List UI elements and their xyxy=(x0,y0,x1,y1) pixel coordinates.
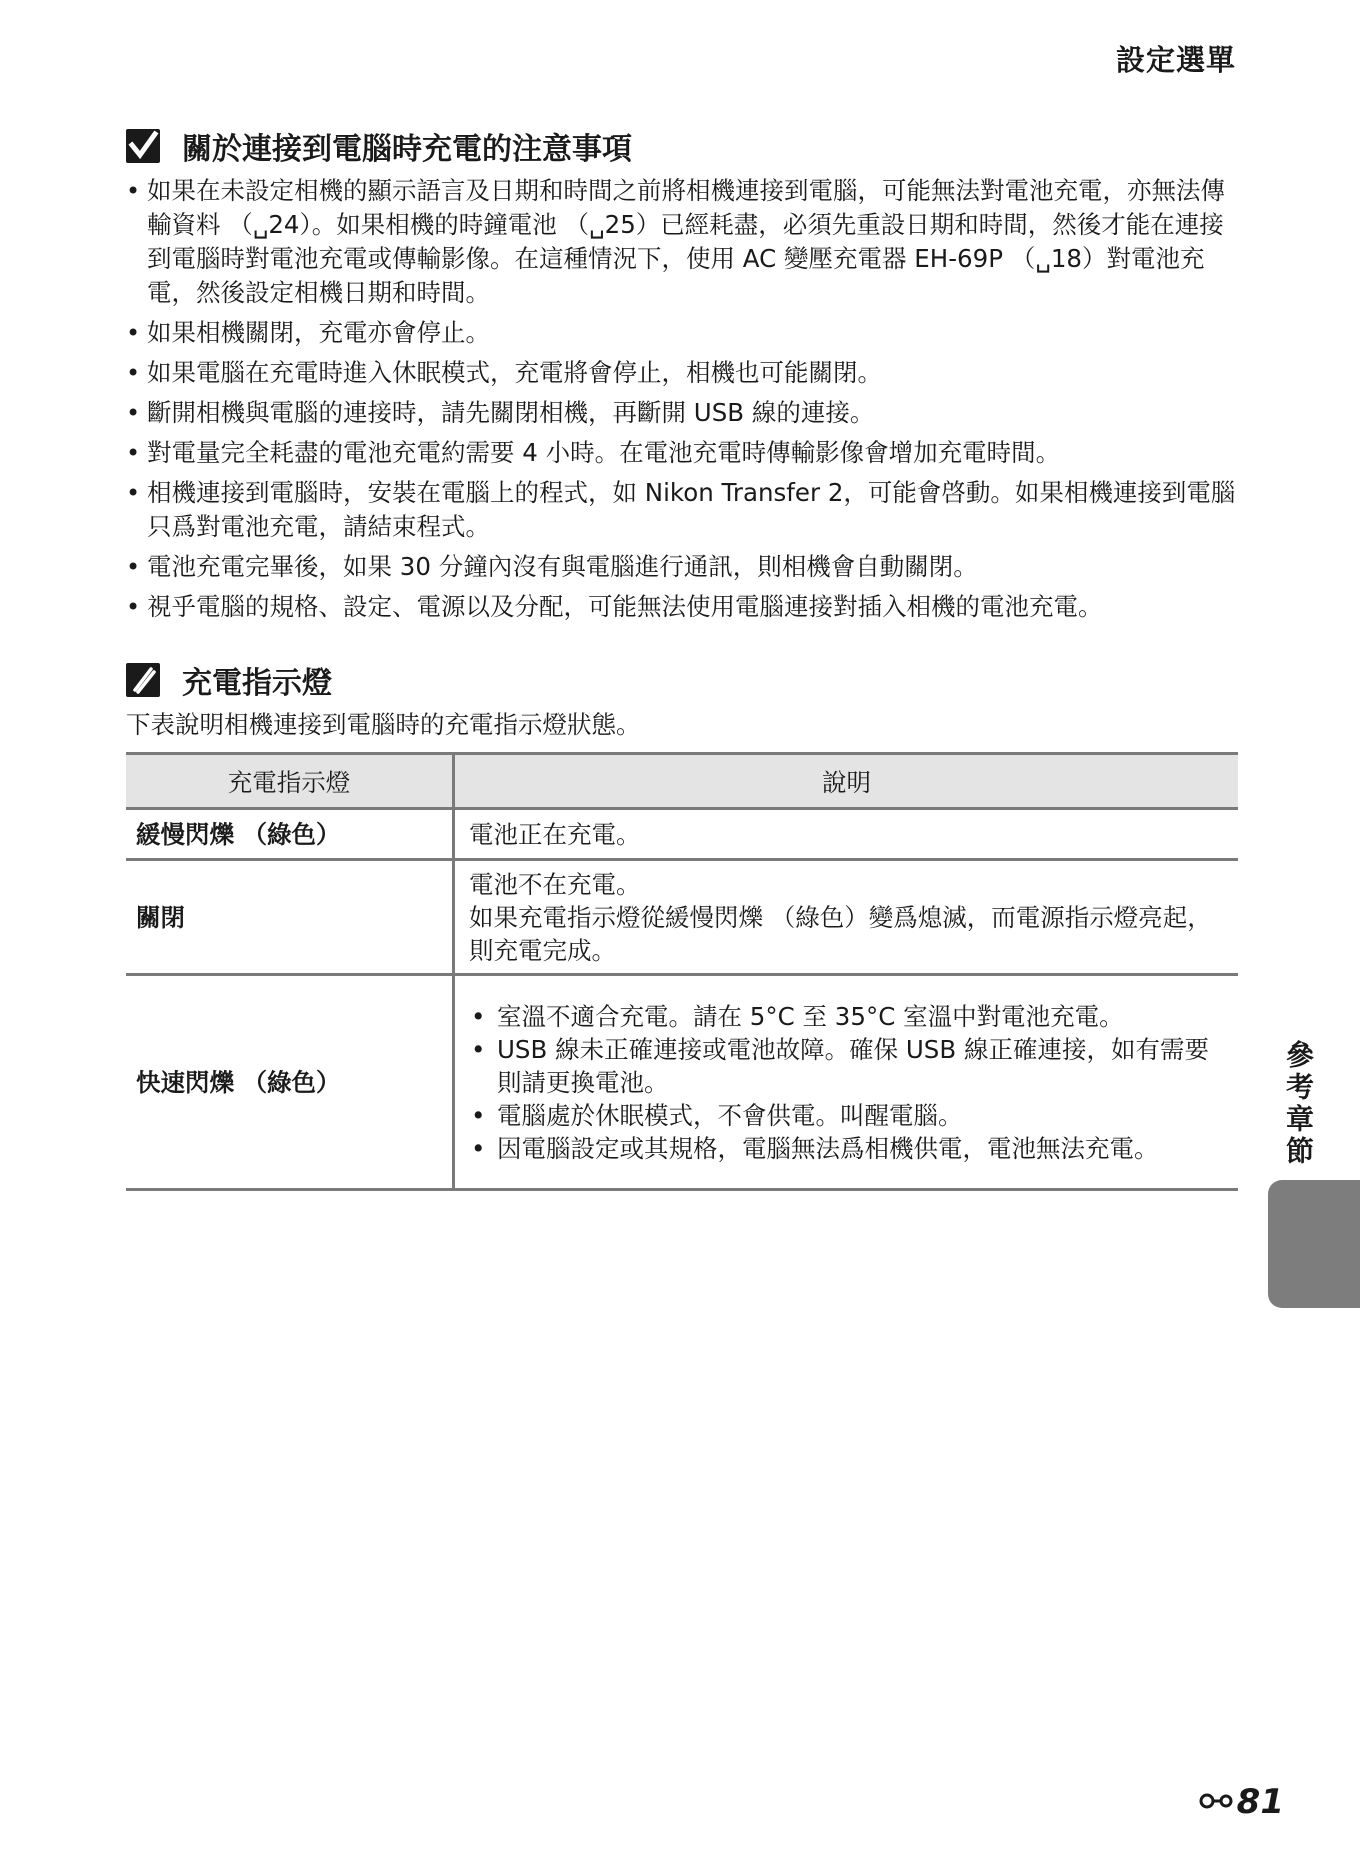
section-heading-charging-notes xyxy=(126,124,632,168)
page-number-text: 81 xyxy=(1236,1782,1284,1822)
table-intro: 下表說明相機連接到電腦時的充電指示燈狀態。 xyxy=(126,710,641,739)
list-item: • 視乎電腦的規格、設定、電源以及分配，可能無法使用電腦連接對插入相機的電池充電。 xyxy=(126,592,1103,621)
checkmark-icon xyxy=(126,129,160,163)
table-header-row xyxy=(126,754,1238,809)
list-item: • 如果相機關閉，充電亦會停止。 xyxy=(126,318,490,347)
charge-lamp-table xyxy=(126,752,1238,1191)
lamp-description xyxy=(454,975,1239,1190)
side-tab-label: 參考章節 xyxy=(1282,1040,1315,1168)
lamp-status: 快速閃爍 （綠色） xyxy=(126,975,454,1190)
lamp-description: 電池正在充電。 xyxy=(454,809,1239,860)
list-item: • 如果在未設定相機的顯示語言及日期和時間之前將相機連接到電腦，可能無法對電池充電，亦無法傳輸資料 （␣24）。如果相機的時鐘電池 （␣25）已經耗盡，必須先重設日期和時間，然後才能在連接到電腦時對電池充電或傳輸影像。在這種情況下，使用 AC 變壓充電器 EH-69P （␣18）對電池充電，然後設定相機日期和時間。 xyxy=(126,176,1225,307)
column-header-description: 說明 xyxy=(454,754,1239,809)
cause-list xyxy=(469,1000,1228,1165)
reference-page-icon xyxy=(1199,1782,1233,1822)
page-number xyxy=(1199,1782,1284,1822)
list-item: • USB 線未正確連接或電池故障。確保 USB 線正確連接，如有需要則請更換電池。 xyxy=(471,1034,1209,1097)
section-heading-charge-lamp xyxy=(126,658,332,702)
side-tab xyxy=(1268,1180,1360,1308)
notes-list xyxy=(126,174,1238,630)
list-item: • 電腦處於休眠模式，不會供電。叫醒電腦。 xyxy=(471,1100,963,1130)
running-header: 設定選單 xyxy=(1115,43,1236,77)
description-line: 電池不在充電。 xyxy=(469,869,641,899)
description-line: 如果充電指示燈從緩慢閃爍 （綠色）變爲熄滅，而電源指示燈亮起，則充電完成。 xyxy=(469,902,1212,965)
pencil-note-icon xyxy=(126,663,160,697)
list-item: • 如果電腦在充電時進入休眠模式，充電將會停止，相機也可能關閉。 xyxy=(126,358,882,387)
table-row xyxy=(126,809,1238,860)
lamp-status: 緩慢閃爍 （綠色） xyxy=(126,809,454,860)
list-item: • 電池充電完畢後，如果 30 分鐘內沒有與電腦進行通訊，則相機會自動關閉。 xyxy=(126,552,978,581)
lamp-description xyxy=(454,860,1239,975)
list-item: • 斷開相機與電腦的連接時，請先關閉相機，再斷開 USB 線的連接。 xyxy=(126,398,875,427)
list-item: • 室溫不適合充電。請在 5°C 至 35°C 室溫中對電池充電。 xyxy=(471,1001,1124,1031)
list-item: • 因電腦設定或其規格，電腦無法爲相機供電，電池無法充電。 xyxy=(471,1133,1159,1163)
table-row xyxy=(126,975,1238,1190)
section-title: 充電指示燈 xyxy=(182,666,332,701)
column-header-lamp: 充電指示燈 xyxy=(126,754,454,809)
lamp-status: 關閉 xyxy=(126,860,454,975)
section-title: 關於連接到電腦時充電的注意事項 xyxy=(182,132,632,167)
table-row xyxy=(126,860,1238,975)
list-item: • 相機連接到電腦時，安裝在電腦上的程式，如 Nikon Transfer 2，可能會啓動。如果相機連接到電腦只爲對電池充電，請結束程式。 xyxy=(126,478,1236,541)
list-item: • 對電量完全耗盡的電池充電約需要 4 小時。在電池充電時傳輸影像會增加充電時間。 xyxy=(126,438,1061,467)
